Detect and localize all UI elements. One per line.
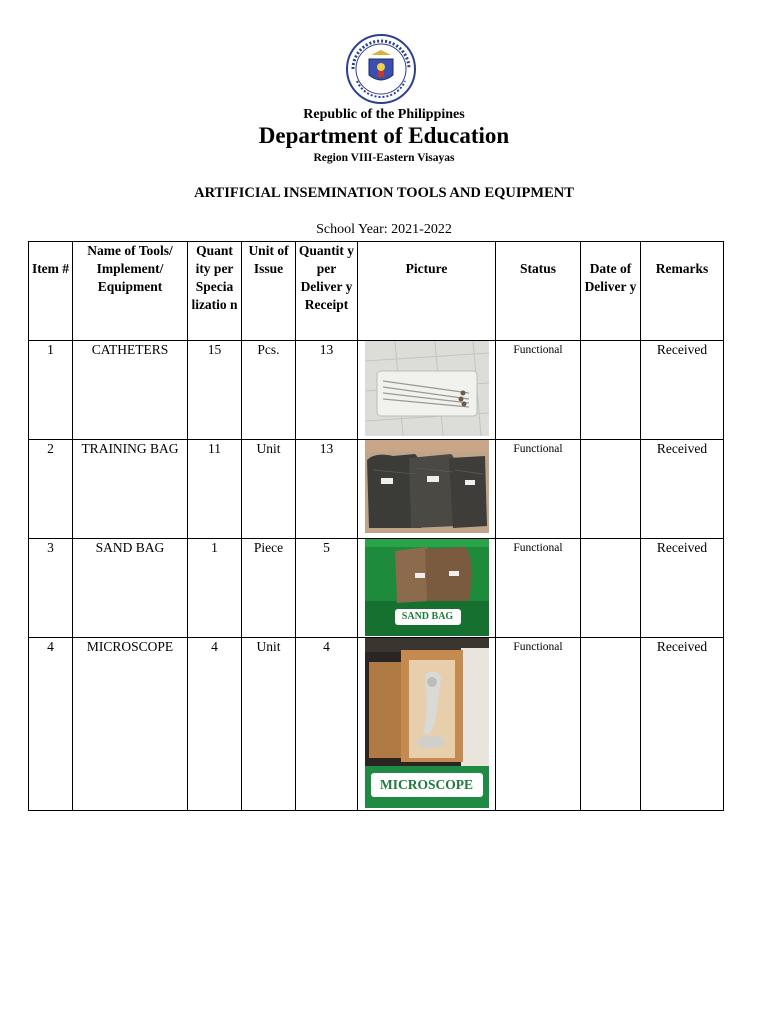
date-of-delivery xyxy=(581,341,641,440)
sand-bag-photo xyxy=(365,539,489,636)
microscope-photo xyxy=(365,638,489,808)
sand-bag-photo-label: SAND BAG xyxy=(395,609,461,625)
date-of-delivery xyxy=(581,638,641,811)
table-header-row xyxy=(29,242,724,341)
table-row xyxy=(29,638,724,811)
table-row xyxy=(29,539,724,638)
deped-seal-logo xyxy=(345,33,417,105)
table-row xyxy=(29,341,724,440)
table-row xyxy=(29,440,724,539)
date-of-delivery xyxy=(581,539,641,638)
header-qty-specialization: Quant ity per Specia lizatio n xyxy=(188,242,242,341)
header-unit-of-issue: Unit of Issue xyxy=(242,242,296,341)
picture-cell xyxy=(358,341,496,440)
school-year: School Year: 2021-2022 xyxy=(316,222,452,237)
status: Functional xyxy=(496,638,581,811)
qty-delivery-receipt: 4 xyxy=(296,638,358,811)
unit-of-issue: Unit xyxy=(242,440,296,539)
item-name: TRAINING BAG xyxy=(73,440,188,539)
item-name: SAND BAG xyxy=(73,539,188,638)
remarks: Received xyxy=(641,539,724,638)
region-heading: Region VIII-Eastern Visayas xyxy=(313,152,455,164)
header-picture: Picture xyxy=(358,242,496,341)
remarks: Received xyxy=(641,638,724,811)
picture-cell xyxy=(358,440,496,539)
item-name: CATHETERS xyxy=(73,341,188,440)
picture-cell xyxy=(358,638,496,811)
qty-specialization: 11 xyxy=(188,440,242,539)
header-remarks: Remarks xyxy=(641,242,724,341)
catheters-photo xyxy=(365,341,489,436)
status: Functional xyxy=(496,539,581,638)
item-number: 1 xyxy=(29,341,73,440)
picture-cell xyxy=(358,539,496,638)
header-status: Status xyxy=(496,242,581,341)
republic-heading: Republic of the Philippines xyxy=(303,107,465,122)
item-number: 2 xyxy=(29,440,73,539)
qty-specialization: 15 xyxy=(188,341,242,440)
microscope-photo-label: MICROSCOPE xyxy=(371,773,483,797)
department-heading: Department of Education xyxy=(258,123,510,148)
status: Functional xyxy=(496,341,581,440)
header-name: Name of Tools/ Implement/ Equipment xyxy=(73,242,188,341)
status: Functional xyxy=(496,440,581,539)
header-item-number: Item # xyxy=(29,242,73,341)
document-title: ARTIFICIAL INSEMINATION TOOLS AND EQUIPMENT xyxy=(194,185,574,201)
qty-delivery-receipt: 13 xyxy=(296,341,358,440)
item-name: MICROSCOPE xyxy=(73,638,188,811)
qty-specialization: 1 xyxy=(188,539,242,638)
item-number: 3 xyxy=(29,539,73,638)
remarks: Received xyxy=(641,341,724,440)
header-qty-delivery-receipt: Quantit y per Deliver y Receipt xyxy=(296,242,358,341)
item-number: 4 xyxy=(29,638,73,811)
qty-specialization: 4 xyxy=(188,638,242,811)
remarks: Received xyxy=(641,440,724,539)
qty-delivery-receipt: 5 xyxy=(296,539,358,638)
header-date-of-delivery: Date of Deliver y xyxy=(581,242,641,341)
inventory-table xyxy=(28,241,724,811)
training-bag-photo xyxy=(365,440,489,533)
unit-of-issue: Unit xyxy=(242,638,296,811)
unit-of-issue: Pcs. xyxy=(242,341,296,440)
date-of-delivery xyxy=(581,440,641,539)
qty-delivery-receipt: 13 xyxy=(296,440,358,539)
unit-of-issue: Piece xyxy=(242,539,296,638)
